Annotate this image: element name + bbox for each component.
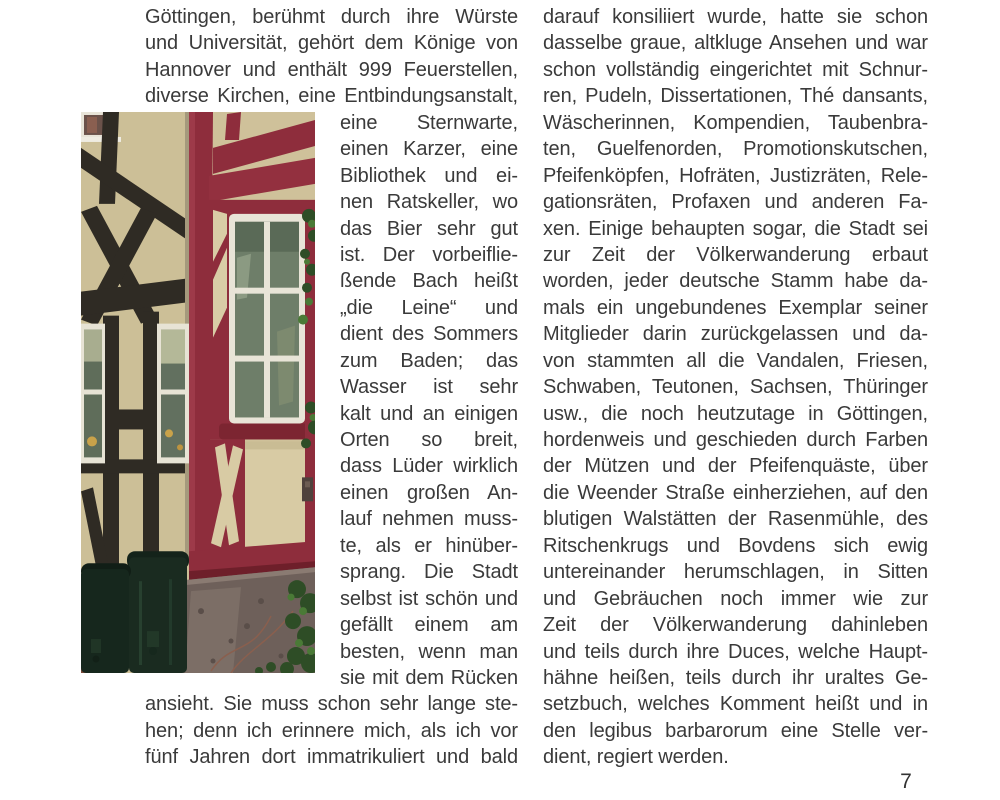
text-line: xen. Einige behaupten sogar, die Stadt sei xyxy=(543,217,928,240)
text-line: und Universität, gehört dem Könige von xyxy=(145,32,518,55)
text-line: Pfeifenköpfen, Hofräten, Justizräten, Rele- xyxy=(543,164,928,187)
text-line: ren, Pudeln, Dissertationen, Thé dansants, xyxy=(543,85,928,108)
text-line: ist. Der vorbeiflie- xyxy=(340,243,518,266)
text-line: besten, wenn man xyxy=(340,640,518,663)
text-line: zum Baden; das xyxy=(340,349,518,372)
intro-paragraph-lines xyxy=(145,4,518,110)
text-line: Ritschenkrugs und Bovdens sich ewig xyxy=(543,534,928,557)
text-line: Orten so breit, xyxy=(340,429,518,451)
text-line: von stammten all die Vandalen, Friesen, xyxy=(543,349,928,372)
left-column xyxy=(145,4,518,771)
right-column xyxy=(543,4,928,771)
text-line: untereinander herumschlagen, in Sitten xyxy=(543,561,928,584)
text-line: gationsräten, Profaxen und anderen Fa- xyxy=(543,191,928,214)
text-line: gefällt einem am xyxy=(340,614,518,637)
text-line: die Weender Straße einherziehen, auf den xyxy=(543,481,928,504)
text-line: setzbuch, welches Komment heißt und in xyxy=(543,693,928,716)
text-line: dient, regiert werden. xyxy=(543,746,729,769)
text-line: Göttingen, berühmt durch ihre Würste xyxy=(145,6,518,28)
text-line: kalt und an einigen xyxy=(340,402,518,425)
text-line: dient des Sommers xyxy=(340,323,518,346)
text-line: Zeit der Völkerwanderung dahinleben xyxy=(543,614,928,637)
text-line: Mitglieder darin zurückgelassen und da- xyxy=(543,323,928,346)
text-line: sprang. Die Stadt xyxy=(340,561,518,584)
text-line: sie mit dem Rücken xyxy=(340,666,518,689)
text-line: ßende Bach heißt xyxy=(340,270,518,293)
text-line: einen Karzer, eine xyxy=(340,138,518,161)
text-line: und teils durch ihre Duces, welche Haupt- xyxy=(543,640,928,663)
text-line: worden, jeder deutsche Stamm habe da- xyxy=(543,270,928,293)
bottom-paragraph-lines xyxy=(145,691,518,770)
text-line: das Bier sehr gut xyxy=(340,217,518,240)
half-timbered-houses-illustration xyxy=(81,112,315,673)
page-number: 7 xyxy=(900,770,912,793)
wrapped-paragraph-lines xyxy=(340,110,518,692)
text-line: lauf nehmen muss- xyxy=(340,508,518,531)
text-line: blutigen Walstätten der Rasenmühle, des xyxy=(543,508,928,531)
text-line: te, als er hinüber- xyxy=(340,534,518,557)
text-line: darauf konsiliiert wurde, hatte sie schon xyxy=(543,6,928,28)
text-line: den legibus barbarorum eine Stelle ver- xyxy=(543,719,928,742)
text-line: diverse Kirchen, eine Entbindungsanstalt, xyxy=(145,85,518,108)
text-line: ansieht. Sie muss schon sehr lange ste- xyxy=(145,693,518,716)
text-line: hordenweis und geschieden durch Farben xyxy=(543,429,928,451)
text-line: Wasser ist sehr xyxy=(340,376,518,399)
text-line: dass Lüder wirklich xyxy=(340,455,518,478)
text-line: hen; denn ich erinnere mich, als ich vor xyxy=(145,719,518,742)
text-line: zur Zeit der Völkerwanderung erbaut xyxy=(543,243,928,266)
text-line: mals ein ungebundenes Exemplar seiner xyxy=(543,296,928,319)
text-line: hähne heißen, teils durch ihr uraltes Ge- xyxy=(543,666,928,689)
text-line: nen Ratskeller, wo xyxy=(340,191,518,214)
text-line: einen großen An- xyxy=(340,481,518,504)
text-line: Schwaben, Teutonen, Sachsen, Thüringer xyxy=(543,376,928,399)
text-line: usw., die noch heutzutage in Göttingen, xyxy=(543,402,928,425)
text-line: fünf Jahren dort immatrikuliert und bald xyxy=(145,746,518,769)
text-line: ten, Guelfenorden, Promotionskutschen, xyxy=(543,138,928,161)
image-text-wrap-region xyxy=(145,110,518,692)
text-line: eine Sternwarte, xyxy=(340,111,518,134)
text-line: der Mützen und der Pfeifenquäste, über xyxy=(543,455,928,478)
text-line: „die Leine“ und xyxy=(340,296,518,319)
text-line: Wäscherinnen, Kompendien, Taubenbra- xyxy=(543,111,928,134)
text-line: und Gebräuchen noch immer wie zur xyxy=(543,587,928,610)
text-line: Bibliothek und ei- xyxy=(340,164,518,187)
half-timbered-houses-photo xyxy=(81,112,315,673)
text-line: schon vollständig eingerichtet mit Schnur- xyxy=(543,58,928,81)
text-line: selbst ist schön und xyxy=(340,587,518,610)
text-line: dasselbe graue, altkluge Ansehen und war xyxy=(543,32,928,55)
text-line: Hannover und enthält 999 Feuerstellen, xyxy=(145,58,518,81)
